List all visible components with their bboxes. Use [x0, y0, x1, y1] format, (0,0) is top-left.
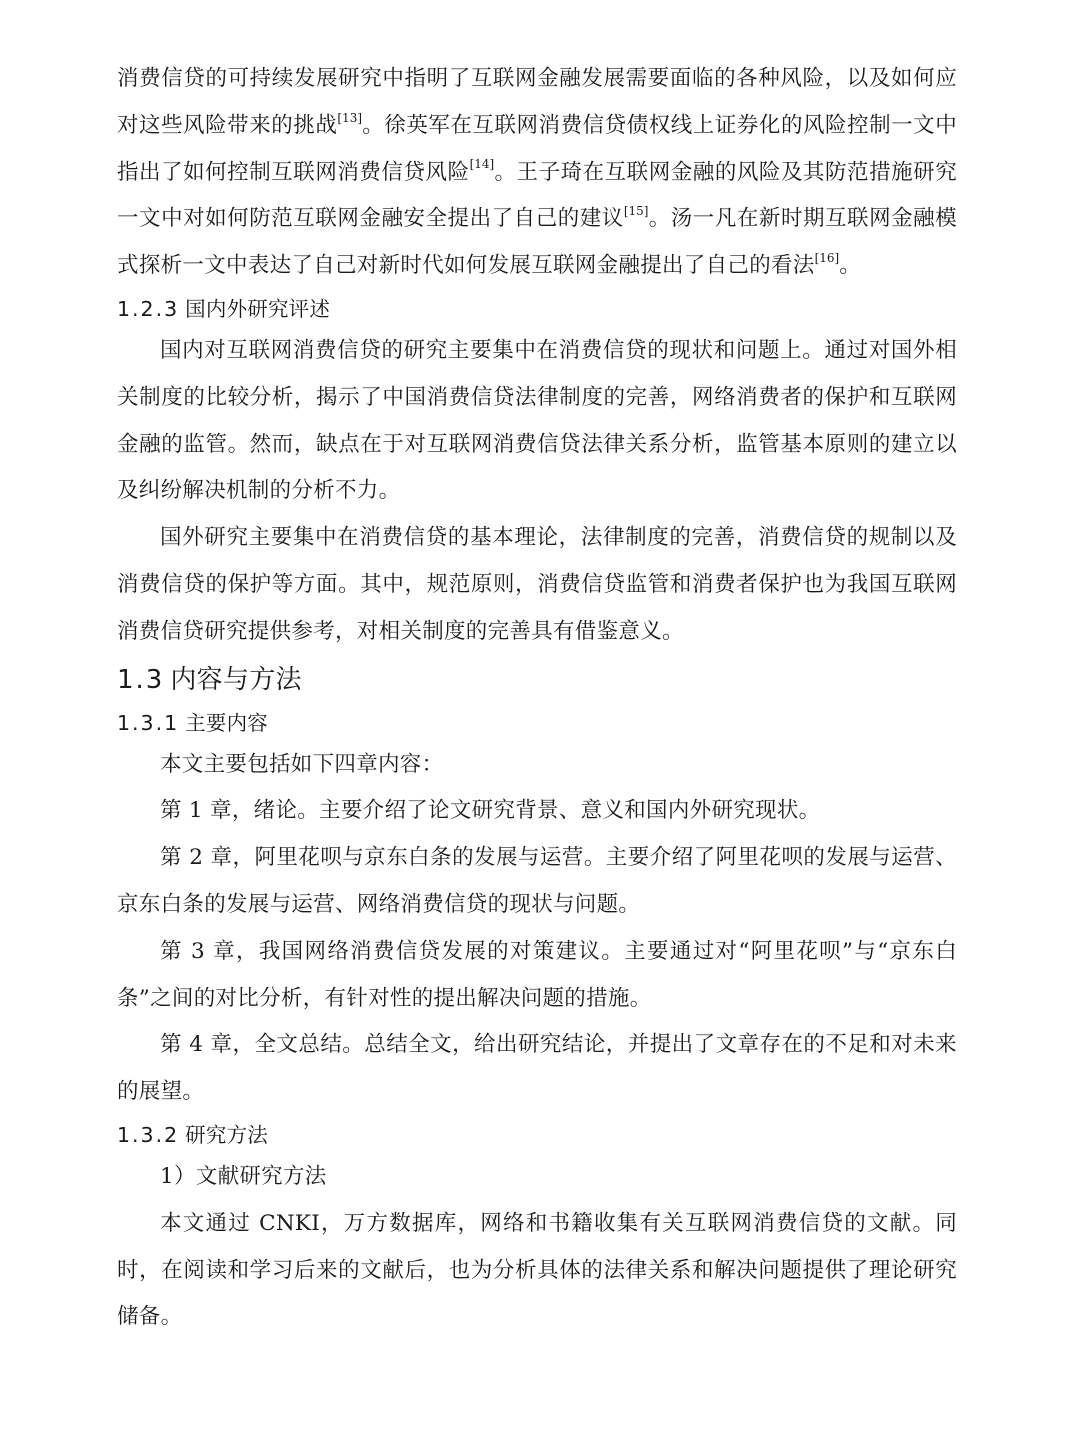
- heading-1-3-2: [117, 1116, 957, 1154]
- citation-ref: [13]: [337, 110, 363, 125]
- heading-1-3: [117, 656, 957, 704]
- section-number: 1.3: [117, 664, 165, 695]
- text-run: 。汤一凡在新时期互联网金融模式探析一文中表达了自己对新时代如何发展互联网金融提出了自己的看法: [117, 206, 957, 279]
- citation-ref: [14]: [469, 157, 495, 172]
- heading-1-3-1: [117, 704, 957, 742]
- citation-ref: [16]: [814, 251, 840, 266]
- paragraph-method-1-title: 1）文献研究方法: [160, 1163, 327, 1189]
- citation-ref: [15]: [623, 204, 649, 219]
- section-title: 内容与方法: [170, 664, 302, 695]
- paragraph-domestic-review: 国内对互联网消费信贷的研究主要集中在消费信贷的现状和问题上。通过对国外相关制度的比较分析，揭示了中国消费信贷法律制度的完善，网络消费者的保护和互联网金融的监管。然而，缺点在于对互联网消费信贷法律关系分析，监管基本原则的建立以及纠纷解决机制的分析不力。: [117, 337, 957, 504]
- document-page: [117, 56, 957, 1341]
- section-number: 1.2.3: [117, 296, 180, 321]
- paragraph-foreign-review: 国外研究主要集中在消费信贷的基本理论，法律制度的完善，消费信贷的规制以及消费信贷的保护等方面。其中，规范原则，消费信贷监管和消费者保护也为我国互联网消费信贷研究提供参考，对相关制度的完善具有借鉴意义。: [117, 525, 957, 644]
- paragraph-chapter-4: 第 4 章，全文总结。总结全文，给出研究结论，并提出了文章存在的不足和对未来的展望。: [117, 1032, 957, 1105]
- paragraph-chapter-2: 第 2 章，阿里花呗与京东白条的发展与运营。主要介绍了阿里花呗的发展与运营、京东白条的发展与运营、网络消费信贷的现状与问题。: [117, 845, 957, 917]
- text-run: 。徐英军在互联网消费信贷债权线上证券化的风险控制一文中指出了如何控制互联网消费信贷风险: [117, 112, 957, 185]
- paragraph-literature-continued: [117, 56, 957, 290]
- paragraph-chapter-3: 第 3 章，我国网络消费信贷发展的对策建议。主要通过对“阿里花呗”与“京东白条”之间的对比分析，有针对性的提出解决问题的措施。: [117, 938, 957, 1011]
- section-title: 主要内容: [185, 710, 268, 735]
- heading-1-2-3: [117, 290, 957, 328]
- text-run: 。王子琦在互联网金融的风险及其防范措施研究一文中对如何防范互联网金融安全提出了自己的建议: [117, 159, 957, 232]
- text-run: 。: [839, 253, 862, 279]
- paragraph-chapter-1: 第 1 章，绪论。主要介绍了论文研究背景、意义和国内外研究现状。: [160, 798, 821, 824]
- section-title: 研究方法: [185, 1122, 268, 1147]
- section-number: 1.3.1: [117, 710, 180, 735]
- section-number: 1.3.2: [117, 1122, 180, 1147]
- section-title: 国内外研究评述: [185, 296, 331, 321]
- paragraph-contents-intro: 本文主要包括如下四章内容：: [160, 751, 444, 777]
- paragraph-method-1-text: 本文通过 CNKI，万方数据库，网络和书籍收集有关互联网消费信贷的文献。同时，在阅读和学习后来的文献后，也为分析具体的法律关系和解决问题提供了理论研究储备。: [117, 1210, 957, 1330]
- text-run: 消费信贷的可持续发展研究中指明了互联网金融发展需要面临的各种风险，以及如何应对这些风险带来的挑战: [117, 66, 957, 138]
